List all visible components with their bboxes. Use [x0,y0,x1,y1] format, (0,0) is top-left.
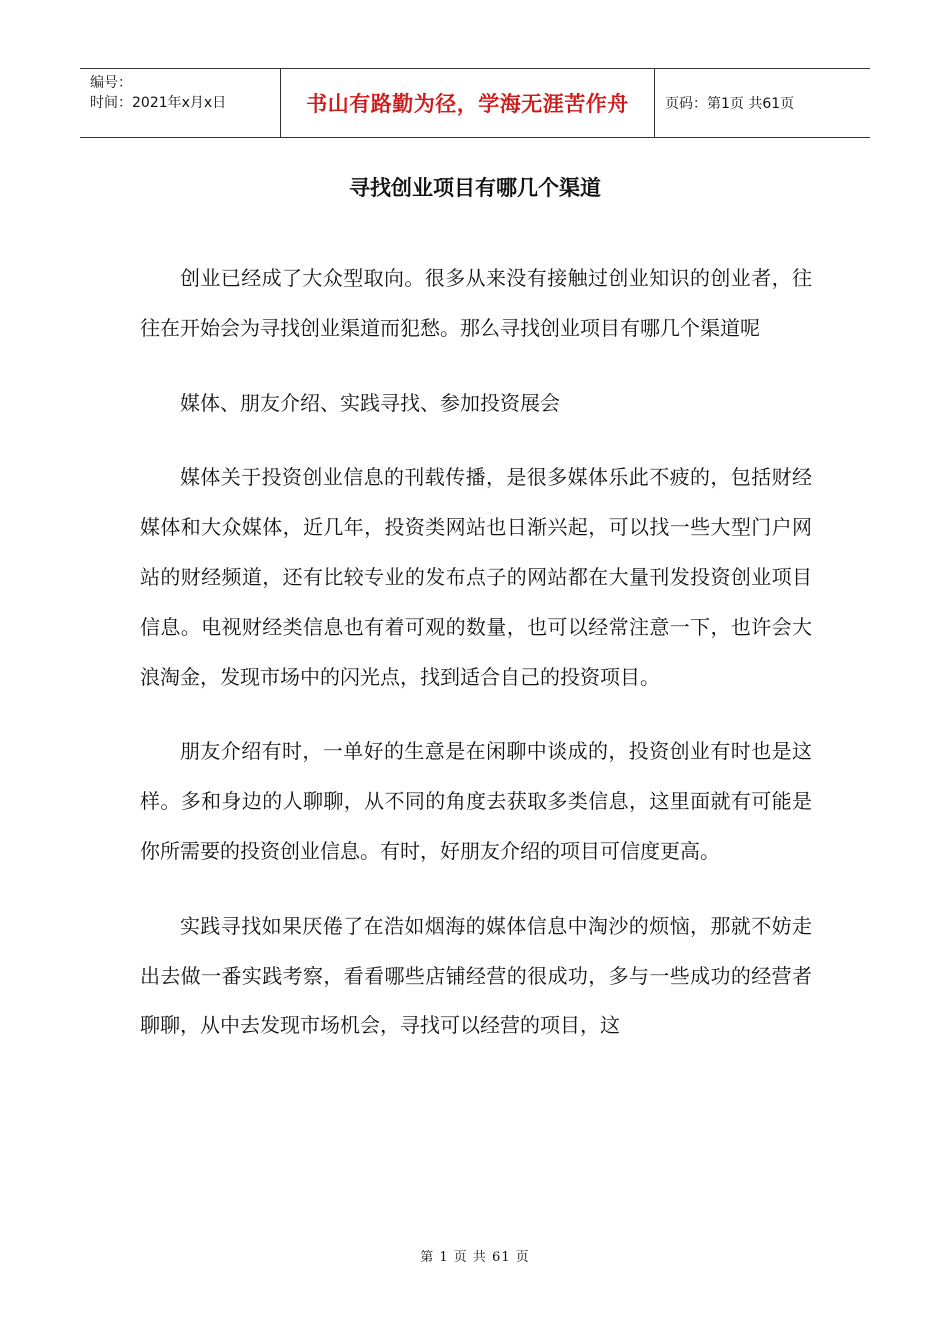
document-body [140,254,812,1076]
paragraph-media: 媒体关于投资创业信息的刊载传播，是很多媒体乐此不疲的，包括财经媒体和大众媒体，近几年，投资类网站也日渐兴起，可以找一些大型门户网站的财经频道，还有比较专业的发布点子的网站都在大量刊发投资创业项目信息。电视财经类信息也有着可观的数量，也可以经常注意一下，也许会大浪淘金，发现市场中的闪光点，找到适合自己的投资项目。 [140,465,812,689]
date-line: 时间：2021年x月x日 [90,95,227,111]
document-title: 寻找创业项目有哪几个渠道 [349,175,601,200]
number-label: 编号： [90,75,132,91]
paragraph-intro: 创业已经成了大众型取向。很多从来没有接触过创业知识的创业者，往往在开始会为寻找创业渠道而犯愁。那么寻找创业项目有哪几个渠道呢 [140,266,812,340]
page-footer: 第 1 页 共 61 页 [420,1250,530,1265]
paragraph-channels: 媒体、朋友介绍、实践寻找、参加投资展会 [180,390,560,415]
header-motto: 书山有路勤为径，学海无涯苦作舟 [281,69,655,137]
header-table [80,68,870,138]
paragraph-friends: 朋友介绍有时，一单好的生意是在闲聊中谈成的，投资创业有时也是这样。多和身边的人聊聊，从不同的角度去获取多类信息，这里面就有可能是你所需要的投资创业信息。有时，好朋友介绍的项目可信度更高。 [140,739,812,863]
header-page-info: 页码：第1页 共61页 [665,96,795,112]
header-meta [80,69,281,137]
paragraph-practice: 实践寻找如果厌倦了在浩如烟海的媒体信息中淘沙的烦恼，那就不妨走出去做一番实践考察，看看哪些店铺经营的很成功，多与一些成功的经营者聊聊，从中去发现市场机会，寻找可以经营的项目，这 [140,913,812,1038]
